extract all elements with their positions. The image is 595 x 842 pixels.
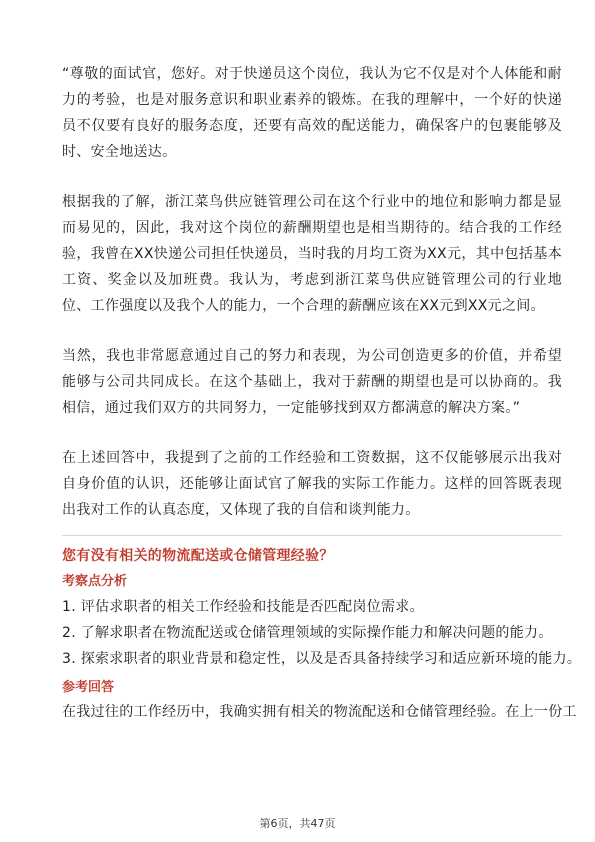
reference-heading: 参考回答 (62, 680, 115, 695)
section-divider (62, 535, 562, 536)
analysis-item-3: 3. 探索求职者的职业背景和稳定性，以及是否具备持续学习和适应新环境的能力。 (62, 651, 582, 667)
spacer (62, 319, 562, 343)
answer-paragraph-3: 当然，我也非常愿意通过自己的努力和表现，为公司创造更多的价值，并希望能够与公司共同成长。在这个基础上，我对于薪酬的期望也是可以协商的。我相信，通过我们双方的共同努力，一定能够找到双方都满意的解决方案。” (62, 348, 562, 416)
answer-paragraph-2: 根据我的了解，浙江菜鸟供应链管理公司在这个行业中的地位和影响力都是显而易见的，因此，我对这个岗位的薪酬期望也是相当期待的。结合我的工作经验，我曾在XX快递公司担任快递员，当时我的月均工资为XX元，其中包括基本工资、奖金以及加班费。我认为，考虑到浙江菜鸟供应链管理公司的行业地位、工作强度以及我个人的能力，一个合理的薪酬应该在XX元到XX元之间。 (62, 194, 562, 314)
analysis-heading: 考察点分析 (62, 574, 128, 589)
interview-question: 您有没有相关的物流配送或仓储管理经验？ (62, 548, 334, 564)
page-content (62, 61, 582, 724)
analysis-item-2: 2. 了解求职者在物流配送或仓储管理领域的实际操作能力和解决问题的能力。 (62, 625, 553, 641)
analysis-item-1: 1. 评估求职者的相关工作经验和技能是否匹配岗位需求。 (62, 599, 424, 615)
spacer (62, 421, 562, 445)
commentary-paragraph: 在上述回答中，我提到了之前的工作经验和工资数据，这不仅能够展示出我对自身价值的认识，还能够让面试官了解我的实际工作能力。这样的回答既表现出我对工作的认真态度，又体现了我的自信和谈判能力。 (62, 450, 562, 518)
spacer (62, 165, 562, 189)
page-number-footer: 第6页，共47页 (259, 817, 336, 830)
answer-paragraph-1: “尊敬的面试官，您好。对于快递员这个岗位，我认为它不仅是对个人体能和耐力的考验，也是对服务意识和职业素养的锻炼。在我的理解中，一个好的快递员不仅要有良好的服务态度，还要有高效的配送能力，确保客户的包裹能够及时、安全地送达。 (62, 66, 562, 160)
reference-answer-text: 在我过往的工作经历中，我确实拥有相关的物流配送和仓储管理经验。在上一份工 (62, 704, 577, 720)
